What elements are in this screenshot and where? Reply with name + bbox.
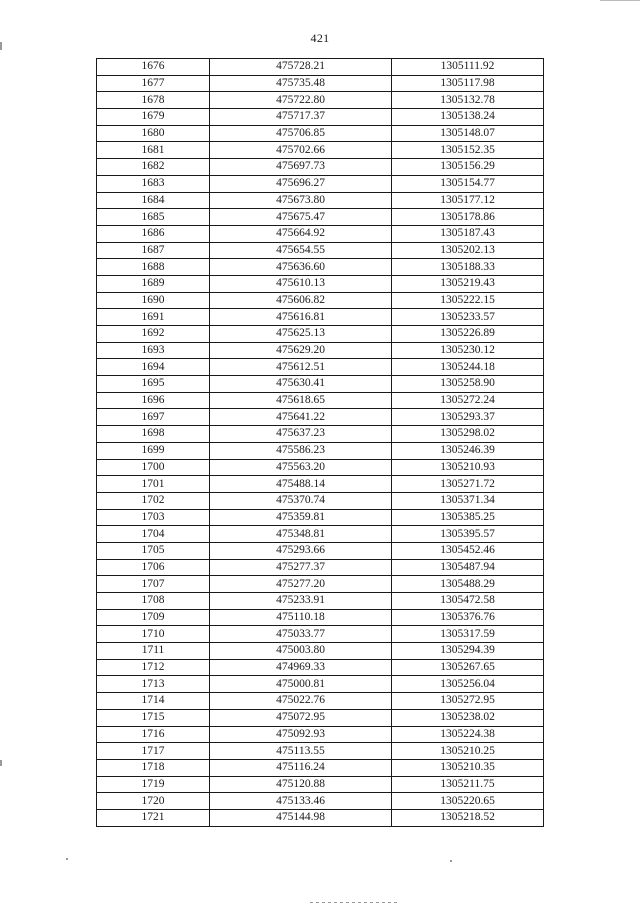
point-number-cell: 1681 [97, 142, 210, 159]
point-number-cell: 1720 [97, 793, 210, 810]
point-number-cell: 1699 [97, 442, 210, 459]
point-number-cell: 1683 [97, 175, 210, 192]
point-number-cell: 1695 [97, 376, 210, 393]
scan-speck [66, 858, 68, 860]
table-row [97, 726, 544, 743]
y-coordinate-cell: 1305246.39 [392, 442, 544, 459]
point-number-cell: 1693 [97, 342, 210, 359]
y-coordinate-cell: 1305452.46 [392, 542, 544, 559]
x-coordinate-cell: 475636.60 [210, 259, 392, 276]
point-number-cell: 1716 [97, 726, 210, 743]
table-row [97, 392, 544, 409]
point-number-cell: 1702 [97, 492, 210, 509]
y-coordinate-cell: 1305211.75 [392, 776, 544, 793]
y-coordinate-cell: 1305148.07 [392, 125, 544, 142]
y-coordinate-cell: 1305210.93 [392, 459, 544, 476]
point-number-cell: 1707 [97, 576, 210, 593]
y-coordinate-cell: 1305487.94 [392, 559, 544, 576]
point-number-cell: 1700 [97, 459, 210, 476]
table-row [97, 376, 544, 393]
y-coordinate-cell: 1305177.12 [392, 192, 544, 209]
x-coordinate-cell: 475072.95 [210, 709, 392, 726]
x-coordinate-cell: 475120.88 [210, 776, 392, 793]
y-coordinate-cell: 1305271.72 [392, 476, 544, 493]
point-number-cell: 1684 [97, 192, 210, 209]
scan-edge-mark [0, 760, 2, 766]
point-number-cell: 1678 [97, 92, 210, 109]
table-row [97, 342, 544, 359]
table-row [97, 359, 544, 376]
table-row [97, 476, 544, 493]
x-coordinate-cell: 475277.20 [210, 576, 392, 593]
table-row [97, 175, 544, 192]
scan-speck [450, 860, 452, 862]
x-coordinate-cell: 475606.82 [210, 292, 392, 309]
x-coordinate-cell: 475113.55 [210, 743, 392, 760]
table-row [97, 309, 544, 326]
point-number-cell: 1705 [97, 542, 210, 559]
coordinates-table-container [96, 58, 543, 827]
table-row [97, 659, 544, 676]
point-number-cell: 1713 [97, 676, 210, 693]
table-row [97, 409, 544, 426]
y-coordinate-cell: 1305218.52 [392, 809, 544, 826]
point-number-cell: 1704 [97, 526, 210, 543]
point-number-cell: 1692 [97, 326, 210, 343]
point-number-cell: 1694 [97, 359, 210, 376]
x-coordinate-cell: 475033.77 [210, 626, 392, 643]
x-coordinate-cell: 475696.27 [210, 175, 392, 192]
point-number-cell: 1676 [97, 59, 210, 76]
table-row [97, 809, 544, 826]
table-row [97, 609, 544, 626]
y-coordinate-cell: 1305156.29 [392, 159, 544, 176]
point-number-cell: 1706 [97, 559, 210, 576]
point-number-cell: 1682 [97, 159, 210, 176]
y-coordinate-cell: 1305376.76 [392, 609, 544, 626]
point-number-cell: 1717 [97, 743, 210, 760]
y-coordinate-cell: 1305272.95 [392, 693, 544, 710]
table-row [97, 492, 544, 509]
y-coordinate-cell: 1305472.58 [392, 593, 544, 610]
table-row [97, 559, 544, 576]
table-row [97, 125, 544, 142]
x-coordinate-cell: 475233.91 [210, 593, 392, 610]
x-coordinate-cell: 475697.73 [210, 159, 392, 176]
table-row [97, 426, 544, 443]
table-row [97, 142, 544, 159]
point-number-cell: 1710 [97, 626, 210, 643]
point-number-cell: 1715 [97, 709, 210, 726]
y-coordinate-cell: 1305187.43 [392, 225, 544, 242]
point-number-cell: 1701 [97, 476, 210, 493]
point-number-cell: 1686 [97, 225, 210, 242]
table-row [97, 192, 544, 209]
point-number-cell: 1689 [97, 275, 210, 292]
point-number-cell: 1719 [97, 776, 210, 793]
x-coordinate-cell: 475133.46 [210, 793, 392, 810]
table-row [97, 242, 544, 259]
point-number-cell: 1687 [97, 242, 210, 259]
x-coordinate-cell: 475563.20 [210, 459, 392, 476]
x-coordinate-cell: 475488.14 [210, 476, 392, 493]
y-coordinate-cell: 1305230.12 [392, 342, 544, 359]
x-coordinate-cell: 475359.81 [210, 509, 392, 526]
x-coordinate-cell: 475618.65 [210, 392, 392, 409]
x-coordinate-cell: 475092.93 [210, 726, 392, 743]
table-row [97, 459, 544, 476]
x-coordinate-cell: 475673.80 [210, 192, 392, 209]
point-number-cell: 1718 [97, 759, 210, 776]
x-coordinate-cell: 475144.98 [210, 809, 392, 826]
y-coordinate-cell: 1305272.24 [392, 392, 544, 409]
table-row [97, 676, 544, 693]
y-coordinate-cell: 1305154.77 [392, 175, 544, 192]
y-coordinate-cell: 1305220.65 [392, 793, 544, 810]
page-number: 421 [310, 31, 330, 45]
y-coordinate-cell: 1305210.35 [392, 759, 544, 776]
x-coordinate-cell: 475664.92 [210, 225, 392, 242]
x-coordinate-cell: 475728.21 [210, 59, 392, 76]
table-row [97, 59, 544, 76]
x-coordinate-cell: 475654.55 [210, 242, 392, 259]
point-number-cell: 1688 [97, 259, 210, 276]
y-coordinate-cell: 1305188.33 [392, 259, 544, 276]
x-coordinate-cell: 475722.80 [210, 92, 392, 109]
x-coordinate-cell: 475706.85 [210, 125, 392, 142]
x-coordinate-cell: 475630.41 [210, 376, 392, 393]
scan-bottom-artifact [310, 902, 400, 903]
y-coordinate-cell: 1305233.57 [392, 309, 544, 326]
y-coordinate-cell: 1305226.89 [392, 326, 544, 343]
y-coordinate-cell: 1305298.02 [392, 426, 544, 443]
point-number-cell: 1721 [97, 809, 210, 826]
table-row [97, 109, 544, 126]
x-coordinate-cell: 475717.37 [210, 109, 392, 126]
x-coordinate-cell: 475610.13 [210, 275, 392, 292]
table-row [97, 709, 544, 726]
y-coordinate-cell: 1305219.43 [392, 275, 544, 292]
table-row [97, 225, 544, 242]
y-coordinate-cell: 1305138.24 [392, 109, 544, 126]
table-row [97, 509, 544, 526]
table-row [97, 542, 544, 559]
table-row [97, 159, 544, 176]
y-coordinate-cell: 1305210.25 [392, 743, 544, 760]
table-row [97, 776, 544, 793]
x-coordinate-cell: 475675.47 [210, 209, 392, 226]
point-number-cell: 1697 [97, 409, 210, 426]
table-row [97, 92, 544, 109]
x-coordinate-cell: 475293.66 [210, 542, 392, 559]
y-coordinate-cell: 1305202.13 [392, 242, 544, 259]
y-coordinate-cell: 1305267.65 [392, 659, 544, 676]
x-coordinate-cell: 475612.51 [210, 359, 392, 376]
point-number-cell: 1677 [97, 75, 210, 92]
scan-edge-line [600, 0, 640, 1]
point-number-cell: 1680 [97, 125, 210, 142]
y-coordinate-cell: 1305488.29 [392, 576, 544, 593]
y-coordinate-cell: 1305258.90 [392, 376, 544, 393]
table-row [97, 626, 544, 643]
y-coordinate-cell: 1305371.34 [392, 492, 544, 509]
table-row [97, 259, 544, 276]
point-number-cell: 1690 [97, 292, 210, 309]
x-coordinate-cell: 475000.81 [210, 676, 392, 693]
x-coordinate-cell: 474969.33 [210, 659, 392, 676]
y-coordinate-cell: 1305178.86 [392, 209, 544, 226]
x-coordinate-cell: 475735.48 [210, 75, 392, 92]
table-row [97, 209, 544, 226]
x-coordinate-cell: 475370.74 [210, 492, 392, 509]
x-coordinate-cell: 475637.23 [210, 426, 392, 443]
table-row [97, 326, 544, 343]
table-row [97, 75, 544, 92]
y-coordinate-cell: 1305293.37 [392, 409, 544, 426]
x-coordinate-cell: 475586.23 [210, 442, 392, 459]
x-coordinate-cell: 475348.81 [210, 526, 392, 543]
scan-edge-mark [0, 42, 2, 50]
y-coordinate-cell: 1305385.25 [392, 509, 544, 526]
point-number-cell: 1696 [97, 392, 210, 409]
table-row [97, 275, 544, 292]
table-row [97, 759, 544, 776]
table-row [97, 292, 544, 309]
table-row [97, 593, 544, 610]
y-coordinate-cell: 1305395.57 [392, 526, 544, 543]
table-row [97, 576, 544, 593]
coordinates-table [96, 58, 544, 827]
point-number-cell: 1709 [97, 609, 210, 626]
y-coordinate-cell: 1305152.35 [392, 142, 544, 159]
x-coordinate-cell: 475625.13 [210, 326, 392, 343]
x-coordinate-cell: 475116.24 [210, 759, 392, 776]
y-coordinate-cell: 1305294.39 [392, 643, 544, 660]
y-coordinate-cell: 1305111.92 [392, 59, 544, 76]
table-row [97, 442, 544, 459]
y-coordinate-cell: 1305117.98 [392, 75, 544, 92]
y-coordinate-cell: 1305132.78 [392, 92, 544, 109]
x-coordinate-cell: 475022.76 [210, 693, 392, 710]
table-row [97, 793, 544, 810]
y-coordinate-cell: 1305222.15 [392, 292, 544, 309]
y-coordinate-cell: 1305238.02 [392, 709, 544, 726]
coordinates-table-body [97, 59, 544, 827]
x-coordinate-cell: 475003.80 [210, 643, 392, 660]
table-row [97, 643, 544, 660]
x-coordinate-cell: 475110.18 [210, 609, 392, 626]
point-number-cell: 1711 [97, 643, 210, 660]
table-row [97, 526, 544, 543]
x-coordinate-cell: 475629.20 [210, 342, 392, 359]
point-number-cell: 1685 [97, 209, 210, 226]
table-row [97, 743, 544, 760]
x-coordinate-cell: 475616.81 [210, 309, 392, 326]
y-coordinate-cell: 1305317.59 [392, 626, 544, 643]
x-coordinate-cell: 475702.66 [210, 142, 392, 159]
y-coordinate-cell: 1305224.38 [392, 726, 544, 743]
y-coordinate-cell: 1305244.18 [392, 359, 544, 376]
point-number-cell: 1703 [97, 509, 210, 526]
y-coordinate-cell: 1305256.04 [392, 676, 544, 693]
point-number-cell: 1698 [97, 426, 210, 443]
point-number-cell: 1708 [97, 593, 210, 610]
x-coordinate-cell: 475641.22 [210, 409, 392, 426]
point-number-cell: 1691 [97, 309, 210, 326]
point-number-cell: 1679 [97, 109, 210, 126]
point-number-cell: 1714 [97, 693, 210, 710]
point-number-cell: 1712 [97, 659, 210, 676]
x-coordinate-cell: 475277.37 [210, 559, 392, 576]
table-row [97, 693, 544, 710]
